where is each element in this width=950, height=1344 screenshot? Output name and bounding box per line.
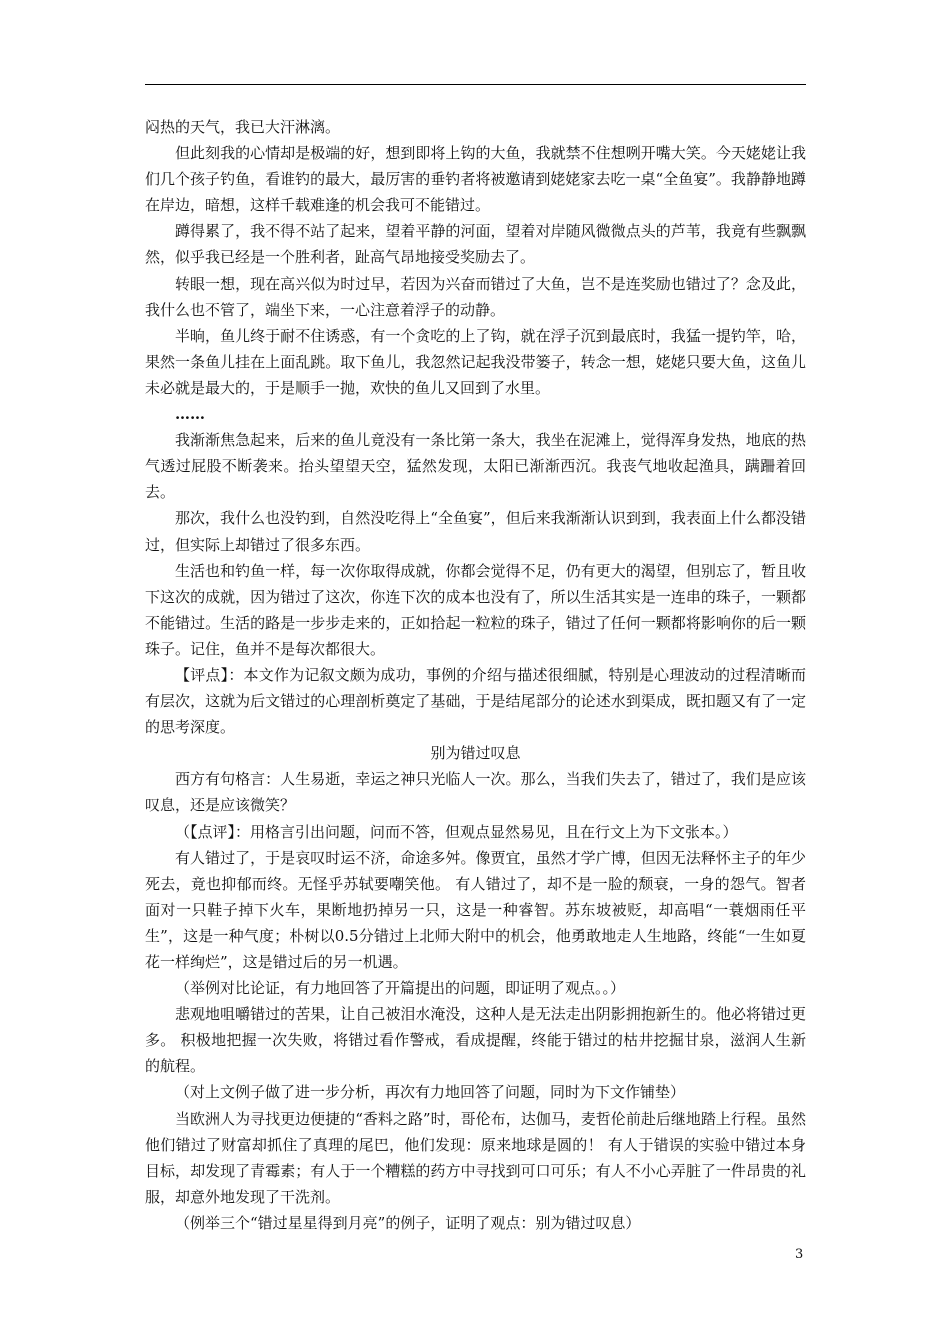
paragraph: （例举三个“错过星星得到月亮”的例子，证明了观点：别为错过叹息） bbox=[175, 1213, 641, 1232]
ellipsis-paragraph: …… bbox=[175, 405, 205, 424]
page-number: 3 bbox=[795, 1247, 804, 1262]
paragraph: 我渐渐焦急起来，后来的鱼儿竟没有一条比第一条大，我坐在泥滩上，觉得浑身发热，地底的热气透过屁股不断袭来。抬头望望天空，猛然发现，太阳已渐渐西沉。我丧气地收起渔具，蹒跚着回去。 bbox=[145, 431, 806, 502]
paragraph: 当欧洲人为寻找更边便捷的“香料之路”时，哥伦布，达伽马，麦哲伦前赴后继地踏上行程。虽然他们错过了财富却抓住了真理的尾巴，他们发现：原来地球是圆的！ 有人于错误的实验中错过本身目标，却发现了青霉素；有人于一个糟糕的药方中寻找到可口可乐；有人不小心弄脏了一件昂贵的礼服，却意外地发现了干洗剂。 bbox=[145, 1109, 806, 1206]
paragraph: 悲观地咀嚼错过的苦果，让自己被泪水淹没，这种人是无法走出阴影拥抱新生的。他必将错过更多。 积极地把握一次失败，将错过看作警戒，看成提醒，终能于错过的枯井挖掘甘泉，滋润人生新的航程。 bbox=[145, 1005, 806, 1076]
header-rule bbox=[145, 84, 806, 85]
paragraph: 生活也和钓鱼一样，每一次你取得成就，你都会觉得不足，仍有更大的渴望，但别忘了，暂且收下这次的成就，因为错过了这次，你连下次的成本也没有了，所以生活其实是一连串的珠子，一颗都不能错过。生活的路是一步步走来的，正如拾起一粒粒的珠子，错过了任何一颗都将影响你的后一颗珠子。记住，鱼并不是每次都很大。 bbox=[145, 561, 806, 658]
paragraph: 转眼一想，现在高兴似为时过早，若因为兴奋而错过了大鱼，岂不是连奖励也错过了？念及此，我什么也不管了，端坐下来，一心注意着浮子的动静。 bbox=[145, 274, 806, 319]
paragraph: （举例对比论证，有力地回答了开篇提出的问题，即证明了观点。。） bbox=[175, 979, 626, 998]
paragraph: （【点评】：用格言引出问题，问而不答，但观点显然易见，且在行文上为下文张本。） bbox=[175, 822, 738, 841]
paragraph: 闷热的天气，我已大汗淋漓。 bbox=[145, 118, 341, 136]
paragraph: 蹲得累了，我不得不站了起来，望着平静的河面，望着对岸随风微微点头的芦苇，我竟有些飘飘然，似乎我已经是一个胜利者，趾高气昂地接受奖励去了。 bbox=[145, 222, 806, 267]
paragraph: 但此刻我的心情却是极端的好，想到即将上钩的大鱼，我就禁不住想咧开嘴大笑。今天姥姥让我们几个孩子钓鱼，看谁钓的最大，最厉害的垂钓者将被邀请到姥姥家去吃一桌“全鱼宴”。我静静地蹲在岸边，暗想，这样千载难逢的机会我可不能错过。 bbox=[145, 144, 806, 215]
paragraph: （对上文例子做了进一步分析，再次有力地回答了问题，同时为下文作铺垫） bbox=[175, 1083, 686, 1102]
paragraph: 西方有句格言：人生易逝，幸运之神只光临人一次。那么，当我们失去了，错过了，我们是应该叹息，还是应该微笑？ bbox=[145, 770, 806, 815]
essay-title: 别为错过叹息 bbox=[430, 744, 521, 763]
paragraph: 有人错过了，于是哀叹时运不济，命途多舛。像贾宜，虽然才学广博，但因无法释怀主子的年少死去，竟也抑郁而终。无怪乎苏轼要嘲笑他。 有人错过了，却不是一脸的颓衰，一身的怨气。智者面对一只鞋子掉下火车，果断地扔掉另一只，这是一种睿智。苏东坡被贬，却高唱“一蓑烟雨任平生”，这是一种气度；朴树以0.5分错过上北师大附中的机会，他勇敢地走人生地路，终能“一生如夏花一样绚烂”，这是错过后的另一机遇。 bbox=[145, 848, 806, 971]
paragraph: 那次，我什么也没钓到，自然没吃得上“全鱼宴”，但后来我渐渐认识到到，我表面上什么都没错过，但实际上却错过了很多东西。 bbox=[145, 509, 806, 554]
document-body bbox=[145, 114, 806, 1236]
paragraph: 【评点】：本文作为记叙文颇为成功，事例的介绍与描述很细腻，特别是心理波动的过程清晰而有层次，这就为后文错过的心理剖析奠定了基础，于是结尾部分的论述水到渠成，既扣题又有了一定的思考深度。 bbox=[145, 665, 806, 737]
paragraph: 半晌，鱼儿终于耐不住诱惑，有一个贪吃的上了钩，就在浮子沉到最底时，我猛一提钓竿，哈，果然一条鱼儿挂在上面乱跳。取下鱼儿，我忽然记起我没带篓子，转念一想，姥姥只要大鱼，这鱼儿未必就是最大的，于是顺手一抛，欢快的鱼儿又回到了水里。 bbox=[145, 326, 806, 397]
